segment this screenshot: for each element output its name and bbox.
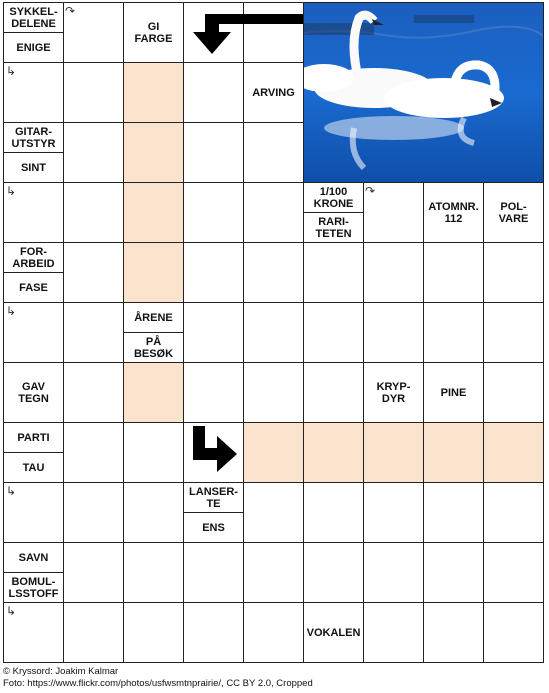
down-right-arrow-icon: ↳ bbox=[6, 604, 17, 618]
answer-cell[interactable] bbox=[63, 602, 124, 663]
answer-cell[interactable] bbox=[243, 182, 304, 243]
clue-text: PÅ BESØK bbox=[133, 335, 174, 360]
answer-cell[interactable] bbox=[303, 422, 364, 483]
answer-cell[interactable] bbox=[123, 62, 184, 123]
clue-arving bbox=[243, 62, 304, 123]
answer-cell[interactable] bbox=[423, 422, 484, 483]
answer-cell[interactable] bbox=[423, 302, 484, 363]
answer-cell[interactable] bbox=[423, 482, 484, 543]
answer-cell[interactable] bbox=[243, 242, 304, 303]
clue-text: PINE bbox=[440, 386, 467, 399]
photo-credit-line: Foto: https://www.flickr.com/photos/usfwsmtnprairie/, CC BY 2.0, Cropped bbox=[3, 678, 313, 689]
answer-cell[interactable] bbox=[303, 482, 364, 543]
clue-pa-besok bbox=[123, 332, 184, 363]
answer-cell[interactable] bbox=[423, 542, 484, 603]
clue-text: 1/100 KRONE bbox=[313, 185, 354, 210]
answer-cell[interactable] bbox=[123, 122, 184, 183]
clue-sykkeldelene bbox=[3, 2, 64, 33]
answer-cell[interactable] bbox=[63, 242, 124, 303]
clue-text: SYKKEL- DELENE bbox=[9, 5, 58, 30]
answer-cell[interactable] bbox=[483, 422, 544, 483]
answer-cell[interactable] bbox=[363, 242, 424, 303]
answer-cell[interactable] bbox=[423, 602, 484, 663]
answer-cell[interactable] bbox=[63, 362, 124, 423]
down-right-arrow-icon: ↳ bbox=[6, 64, 17, 78]
answer-cell[interactable] bbox=[183, 122, 244, 183]
clue-savn bbox=[3, 542, 64, 573]
clue-text: ATOMNR. 112 bbox=[428, 200, 479, 225]
answer-cell[interactable] bbox=[63, 62, 124, 123]
clue-pine bbox=[423, 362, 484, 423]
answer-cell[interactable] bbox=[363, 602, 424, 663]
clue-text: GITAR- UTSTYR bbox=[11, 125, 56, 150]
clue-text: GAV TEGN bbox=[18, 380, 49, 405]
answer-cell[interactable] bbox=[483, 362, 544, 423]
answer-cell[interactable] bbox=[63, 482, 124, 543]
clue-text: ENIGE bbox=[16, 41, 51, 54]
answer-cell[interactable] bbox=[303, 302, 364, 363]
clue-sint bbox=[3, 152, 64, 183]
clue-forarbeid bbox=[3, 242, 64, 273]
clue-text: SINT bbox=[20, 161, 47, 174]
clue-bomullsstoff bbox=[3, 572, 64, 603]
answer-cell[interactable] bbox=[123, 542, 184, 603]
answer-cell[interactable] bbox=[183, 302, 244, 363]
answer-cell[interactable] bbox=[183, 362, 244, 423]
clue-krone bbox=[303, 182, 364, 213]
clue-polvare bbox=[483, 182, 544, 243]
answer-cell[interactable] bbox=[243, 542, 304, 603]
answer-cell[interactable] bbox=[123, 362, 184, 423]
answer-cell[interactable] bbox=[63, 302, 124, 363]
clue-text: KRYP- DYR bbox=[376, 380, 411, 405]
clue-arene bbox=[123, 302, 184, 333]
answer-cell[interactable] bbox=[363, 422, 424, 483]
clue-atomnr bbox=[423, 182, 484, 243]
answer-cell[interactable] bbox=[363, 302, 424, 363]
answer-cell[interactable] bbox=[243, 302, 304, 363]
answer-cell[interactable] bbox=[483, 242, 544, 303]
answer-cell[interactable] bbox=[483, 602, 544, 663]
big-down-right-arrow-icon bbox=[183, 422, 244, 483]
answer-cell[interactable] bbox=[183, 242, 244, 303]
answer-cell[interactable] bbox=[423, 242, 484, 303]
clue-enige bbox=[3, 32, 64, 63]
down-right-arrow-icon: ↷ bbox=[365, 184, 376, 198]
answer-cell[interactable] bbox=[483, 542, 544, 603]
answer-cell[interactable] bbox=[303, 542, 364, 603]
clue-tau bbox=[3, 452, 64, 483]
clue-text: FOR- ARBEID bbox=[12, 245, 55, 270]
clue-raritet bbox=[303, 212, 364, 243]
clue-text: POL- VARE bbox=[498, 200, 529, 225]
swan-photo bbox=[303, 2, 544, 183]
answer-cell[interactable] bbox=[123, 242, 184, 303]
answer-cell[interactable] bbox=[123, 422, 184, 483]
clue-text: TAU bbox=[22, 461, 45, 474]
down-right-arrow-icon: ↳ bbox=[6, 304, 17, 318]
clue-text: GI FARGE bbox=[134, 20, 173, 45]
answer-cell[interactable] bbox=[123, 602, 184, 663]
answer-cell[interactable] bbox=[243, 362, 304, 423]
clue-gi-farge bbox=[123, 2, 184, 63]
clue-text: ARVING bbox=[252, 86, 295, 99]
credit-line: © Kryssord: Joakim Kalmar bbox=[3, 666, 119, 677]
answer-cell[interactable] bbox=[63, 182, 124, 243]
big-left-down-arrow-icon bbox=[183, 2, 303, 63]
answer-cell[interactable] bbox=[363, 542, 424, 603]
answer-cell[interactable] bbox=[243, 122, 304, 183]
clue-gitarutstyr bbox=[3, 122, 64, 153]
clue-text: FASE bbox=[19, 281, 48, 294]
down-right-arrow-icon: ↳ bbox=[6, 484, 17, 498]
clue-ens bbox=[183, 512, 244, 543]
answer-cell[interactable] bbox=[303, 362, 364, 423]
clue-vokalen bbox=[303, 602, 364, 663]
answer-cell[interactable] bbox=[303, 242, 364, 303]
answer-cell[interactable] bbox=[363, 482, 424, 543]
answer-cell[interactable] bbox=[63, 422, 124, 483]
answer-cell[interactable] bbox=[63, 542, 124, 603]
answer-cell[interactable] bbox=[243, 422, 304, 483]
answer-cell[interactable] bbox=[243, 482, 304, 543]
answer-cell[interactable] bbox=[183, 542, 244, 603]
clue-lanserte bbox=[183, 482, 244, 513]
answer-cell[interactable] bbox=[123, 482, 184, 543]
answer-cell[interactable] bbox=[483, 302, 544, 363]
clue-text: ENS bbox=[202, 521, 225, 534]
clue-text: SAVN bbox=[18, 551, 49, 564]
clue-text: ÅRENE bbox=[134, 311, 173, 324]
clue-fase bbox=[3, 272, 64, 303]
clue-text: VOKALEN bbox=[306, 626, 361, 639]
clue-text: BOMUL- LSSTOFF bbox=[8, 575, 59, 600]
clue-krypdyr bbox=[363, 362, 424, 423]
clue-gav-tegn bbox=[3, 362, 64, 423]
down-right-arrow-icon: ↷ bbox=[65, 4, 76, 18]
answer-cell[interactable] bbox=[183, 182, 244, 243]
answer-cell[interactable] bbox=[183, 62, 244, 123]
clue-text: RARI- TETEN bbox=[315, 215, 352, 240]
clue-text: PARTI bbox=[17, 431, 50, 444]
answer-cell[interactable] bbox=[123, 182, 184, 243]
clue-parti bbox=[3, 422, 64, 453]
answer-cell[interactable] bbox=[483, 482, 544, 543]
answer-cell[interactable] bbox=[63, 122, 124, 183]
crossword-board bbox=[3, 2, 546, 662]
answer-cell[interactable] bbox=[243, 602, 304, 663]
clue-text: LANSER- TE bbox=[189, 485, 238, 510]
down-right-arrow-icon: ↳ bbox=[6, 184, 17, 198]
answer-cell[interactable] bbox=[183, 602, 244, 663]
